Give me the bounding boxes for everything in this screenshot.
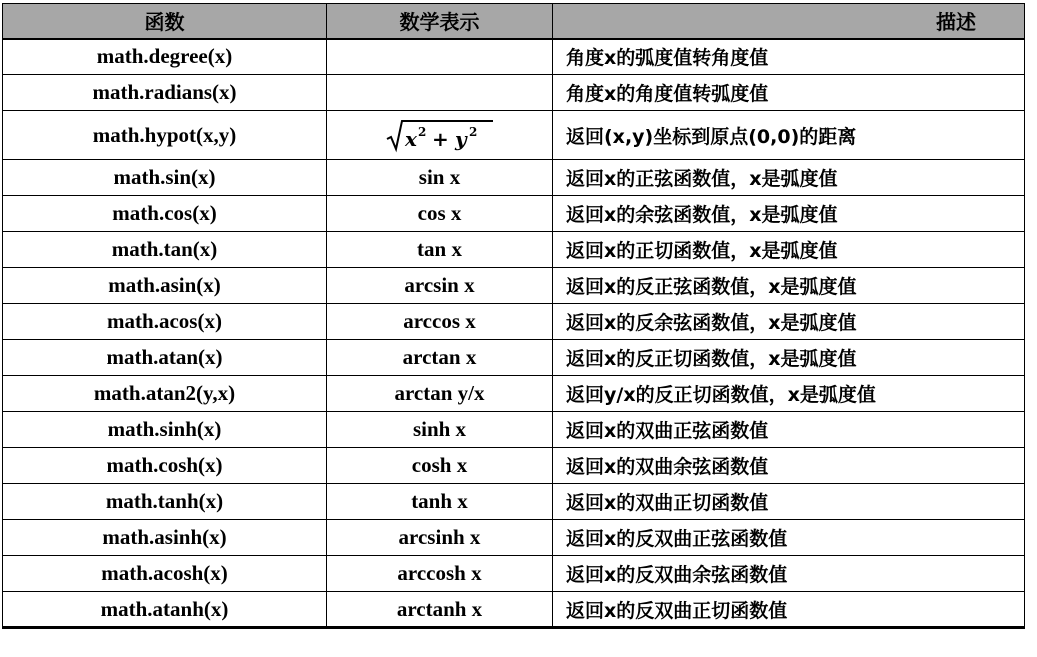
function-cell: math.atan(x): [3, 340, 327, 376]
function-cell: math.degree(x): [3, 39, 327, 75]
math-cell: arctan y/x: [327, 376, 553, 412]
math-functions-table: [2, 3, 1025, 629]
function-cell: math.atanh(x): [3, 592, 327, 628]
description-cell: 角度x的角度值转弧度值: [553, 75, 1025, 111]
math-cell: arccos x: [327, 304, 553, 340]
svg-text:2: 2: [468, 125, 477, 139]
function-cell: math.tanh(x): [3, 484, 327, 520]
math-cell: [327, 75, 553, 111]
function-cell: math.hypot(x,y): [3, 111, 327, 160]
function-cell: math.cos(x): [3, 196, 327, 232]
table-row: [3, 412, 1025, 448]
math-cell: arcsin x: [327, 268, 553, 304]
svg-text:x: x: [404, 127, 417, 151]
math-cell: sin x: [327, 160, 553, 196]
table-row: [3, 232, 1025, 268]
header-function: 函数: [3, 4, 327, 39]
math-cell: arccosh x: [327, 556, 553, 592]
description-cell: 返回x的反双曲正弦函数值: [553, 520, 1025, 556]
math-cell: arcsinh x: [327, 520, 553, 556]
table-row: [3, 39, 1025, 75]
description-cell: 返回x的双曲余弦函数值: [553, 448, 1025, 484]
table-header: [3, 4, 1025, 39]
description-cell: 返回x的反余弦函数值，x是弧度值: [553, 304, 1025, 340]
description-cell: 返回x的反正弦函数值，x是弧度值: [553, 268, 1025, 304]
description-cell: 返回x的双曲正切函数值: [553, 484, 1025, 520]
header-math-notation: 数学表示: [327, 4, 553, 39]
function-cell: math.sinh(x): [3, 412, 327, 448]
table-row: [3, 448, 1025, 484]
table-row: [3, 592, 1025, 628]
table-row: [3, 75, 1025, 111]
math-cell: [327, 111, 553, 160]
function-cell: math.asin(x): [3, 268, 327, 304]
table-row: [3, 376, 1025, 412]
table-row: [3, 268, 1025, 304]
svg-text:+: +: [431, 127, 449, 151]
math-cell: sinh x: [327, 412, 553, 448]
table-row: [3, 340, 1025, 376]
description-cell: 返回x的反正切函数值，x是弧度值: [553, 340, 1025, 376]
header-row: [3, 4, 1025, 39]
description-cell: 返回x的正切函数值，x是弧度值: [553, 232, 1025, 268]
function-cell: math.cosh(x): [3, 448, 327, 484]
description-cell: 返回x的正弦函数值，x是弧度值: [553, 160, 1025, 196]
function-cell: math.asinh(x): [3, 520, 327, 556]
description-cell: 角度x的弧度值转角度值: [553, 39, 1025, 75]
function-cell: math.radians(x): [3, 75, 327, 111]
math-cell: tanh x: [327, 484, 553, 520]
table-row: [3, 304, 1025, 340]
math-cell: cosh x: [327, 448, 553, 484]
description-cell: 返回x的余弦函数值，x是弧度值: [553, 196, 1025, 232]
math-cell: tan x: [327, 232, 553, 268]
math-cell: arctanh x: [327, 592, 553, 628]
table-body: [3, 39, 1025, 628]
svg-text:y: y: [454, 127, 467, 151]
math-cell: arctan x: [327, 340, 553, 376]
math-cell: cos x: [327, 196, 553, 232]
table-row: [3, 196, 1025, 232]
description-cell: 返回x的反双曲正切函数值: [553, 592, 1025, 628]
function-cell: math.acos(x): [3, 304, 327, 340]
sqrt-formula-graphic: [385, 117, 495, 153]
description-cell: 返回y/x的反正切函数值，x是弧度值: [553, 376, 1025, 412]
table-row: [3, 484, 1025, 520]
function-cell: math.acosh(x): [3, 556, 327, 592]
svg-text:2: 2: [417, 125, 426, 139]
description-cell: 返回(x,y)坐标到原点(0,0)的距离: [553, 111, 1025, 160]
function-cell: math.atan2(y,x): [3, 376, 327, 412]
header-description: 描述: [553, 4, 1025, 39]
description-cell: 返回x的双曲正弦函数值: [553, 412, 1025, 448]
math-functions-table-wrapper: [2, 3, 1026, 629]
table-row: [3, 520, 1025, 556]
math-cell: [327, 39, 553, 75]
function-cell: math.tan(x): [3, 232, 327, 268]
table-row: [3, 111, 1025, 160]
function-cell: math.sin(x): [3, 160, 327, 196]
table-row: [3, 556, 1025, 592]
description-cell: 返回x的反双曲余弦函数值: [553, 556, 1025, 592]
table-row: [3, 160, 1025, 196]
